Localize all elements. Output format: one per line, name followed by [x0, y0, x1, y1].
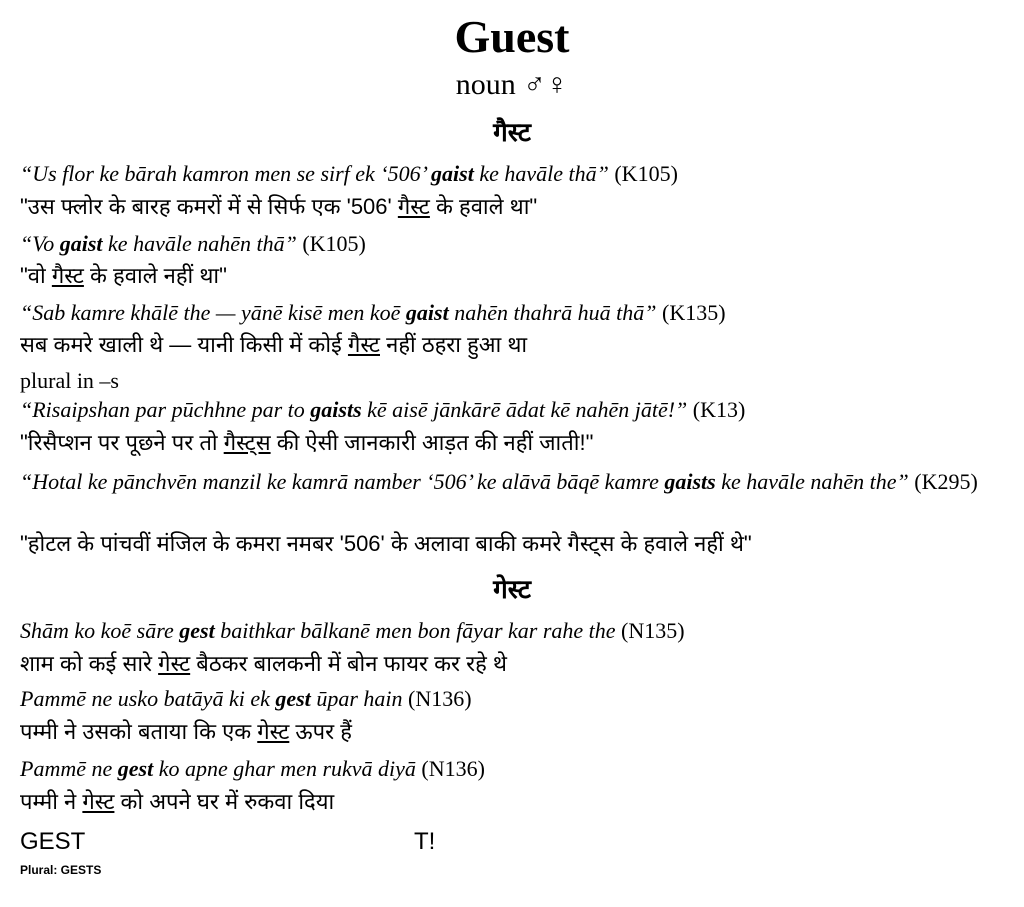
example-romanized: “Hotal ke pānchvēn manzil ke kamrā namber ‘506’ ke alāvā bāqē kamre gaists ke havāle nahēn the” (K295): [20, 469, 978, 494]
keyword-underlined: गेस्ट: [158, 651, 191, 676]
source-reference: (K295): [914, 469, 978, 494]
keyword: gaist: [59, 231, 103, 256]
example-devanagari: "रिसैप्शन पर पूछने पर तो गैस्ट्स की ऐसी जानकारी आड़त की नहीं जाती!": [20, 430, 594, 455]
plural-note: Plural: GESTS: [20, 863, 102, 877]
source-reference: (K105): [614, 161, 678, 186]
source-reference: (N135): [621, 618, 685, 643]
keyword-underlined: गैस्ट्स: [223, 430, 271, 455]
example-devanagari: पम्मी ने गेस्ट को अपने घर में रुकवा दिया: [20, 789, 335, 814]
example-devanagari: शाम को कई सारे गेस्ट बैठकर बालकनी में बोन फायर कर रहे थे: [20, 651, 507, 676]
keyword: gest: [117, 756, 154, 781]
example-romanized: Shām ko koē sāre gest baithkar bālkanē men bon fāyar kar rahe the (N135): [20, 618, 685, 643]
example-devanagari: "होटल के पांचवीं मंजिल के कमरा नमबर '506' के अलावा बाकी कमरे गैस्ट्स के हवाले नहीं थे": [20, 531, 752, 556]
section-heading-gest: गेस्ट: [493, 574, 531, 604]
keyword-underlined: गैस्ट: [347, 332, 380, 357]
keyword-underlined: गेस्ट: [257, 719, 290, 744]
example-devanagari: पम्मी ने उसको बताया कि एक गेस्ट ऊपर हैं: [20, 719, 352, 744]
example-romanized: “Us flor ke bārah kamron men se sirf ek ‘506’ gaist ke havāle thā” (K105): [20, 161, 678, 186]
example-devanagari: "उस फ्लोर के बारह कमरों में से सिर्फ एक '506' गैस्ट के हवाले था": [20, 194, 538, 219]
keyword: gaist: [431, 161, 474, 186]
example-romanized: “Risaipshan par pūchhne par to gaists kē aisē jānkārē ādat kē nahēn jātē!” (K13): [20, 397, 746, 422]
keyword: gaist: [405, 300, 449, 325]
keyword-underlined: गेस्ट: [82, 789, 115, 814]
source-reference: (N136): [421, 756, 485, 781]
english-form: GEST: [20, 828, 86, 855]
keyword: gaists: [664, 469, 716, 494]
keyword: gest: [179, 618, 215, 643]
keyword: gest: [275, 686, 311, 711]
example-devanagari: "वो गैस्ट के हवाले नहीं था": [20, 263, 227, 288]
source-reference: (K13): [692, 397, 746, 422]
source-reference: (N136): [408, 686, 472, 711]
keyword-underlined: गैस्ट: [51, 263, 84, 288]
example-devanagari: सब कमरे खाली थे — यानी किसी में कोई गैस्ट नहीं ठहरा हुआ था: [20, 332, 528, 357]
part-of-speech: noun ♂♀: [455, 68, 569, 101]
example-romanized: “Sab kamre khālē the — yānē kisē men koē gaist nahēn thahrā huā thā” (K135): [20, 300, 726, 325]
section-heading-gaist: गैस्ट: [493, 117, 531, 147]
example-romanized: Pammē ne usko batāyā ki ek gest ūpar hain (N136): [20, 686, 472, 711]
headword: Guest: [454, 11, 570, 62]
example-romanized: “Vo gaist ke havāle nahēn thā” (K105): [20, 231, 366, 256]
example-romanized: Pammē ne gest ko apne ghar men rukvā diyā (N136): [20, 756, 485, 781]
marker: T!: [414, 828, 436, 855]
source-reference: (K105): [302, 231, 366, 256]
source-reference: (K135): [662, 300, 726, 325]
keyword-underlined: गैस्ट: [397, 194, 430, 219]
keyword: gaists: [310, 397, 362, 422]
plural-label: plural in –s: [20, 368, 119, 393]
